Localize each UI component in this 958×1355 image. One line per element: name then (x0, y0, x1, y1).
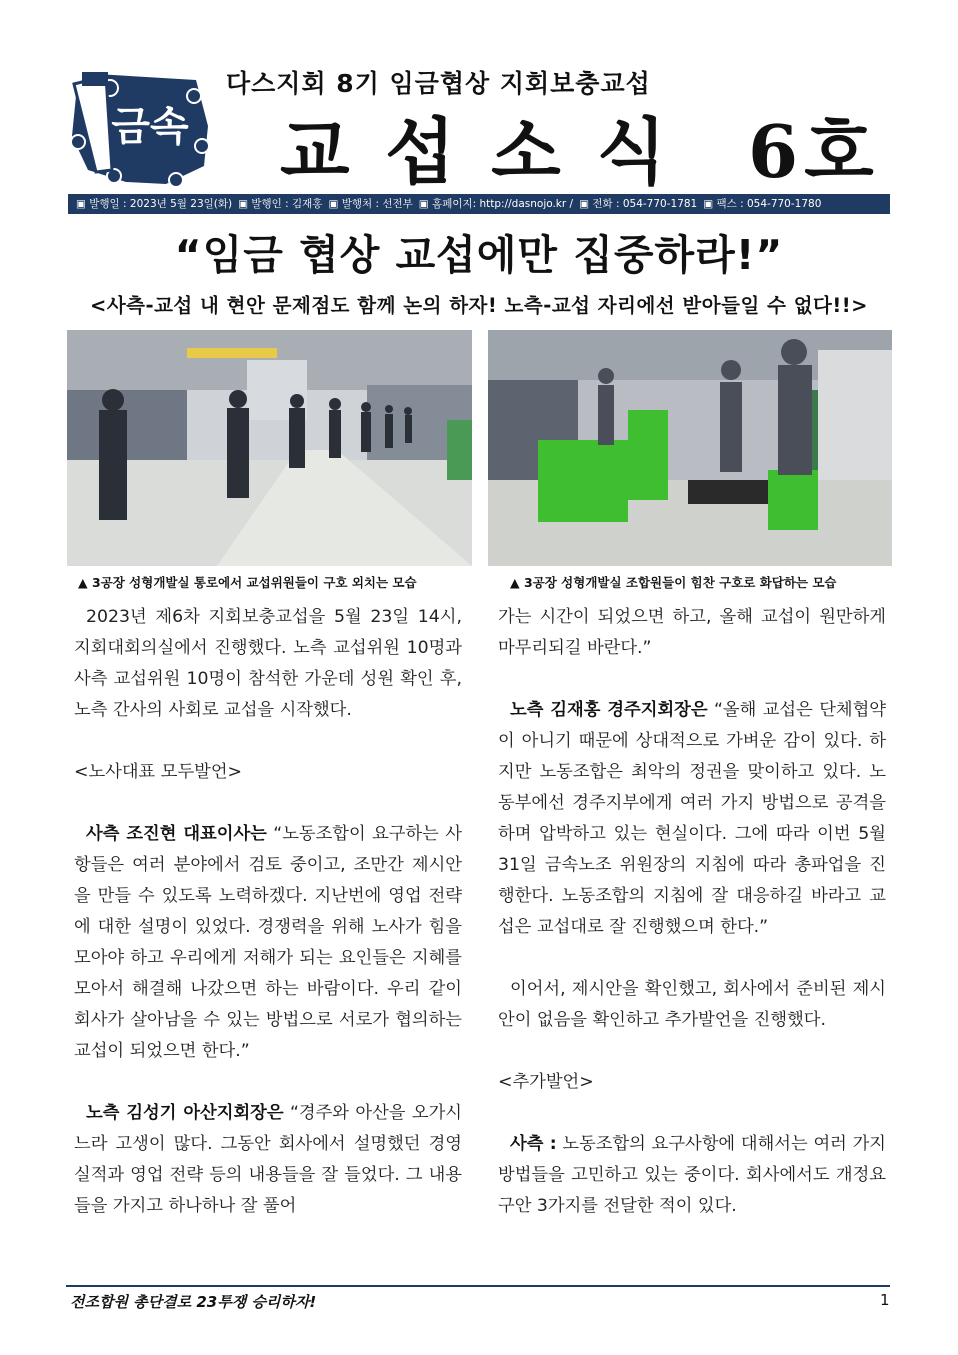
paragraph-continued: 가는 시간이 되었으면 하고, 올해 교섭이 원만하게 마무리되길 바란다.” (498, 607, 886, 658)
photo-caption-left: ▲ 3공장 성형개발실 통로에서 교섭위원들이 구호 외치는 모습 (78, 575, 417, 590)
newsletter-title: 교섭소식 (280, 109, 703, 194)
paragraph-intro: 2023년 제6차 지회보충교섭을 5월 23일 14시, 지회대회의실에서 진행했다. 노측 교섭위원 10명과 사측 교섭위원 10명이 참석한 가운데 성원 확인 후, 노측 간사의 사회로 교섭을 시작했다. (74, 607, 462, 720)
subheadline: <사측-교섭 내 현안 문제점도 함께 논의 하자! 노측-교섭 자리에선 받아들일 수 없다!!> (89, 294, 868, 317)
page-number: 1 (880, 1291, 890, 1309)
photo-caption-right: ▲ 3공장 성형개발실 조합원들이 힘찬 구호로 화답하는 모습 (510, 575, 837, 590)
paragraph-gyeongju-branch (498, 695, 886, 943)
publish-date: ▣ 발행일 : 2023년 5월 23일(화) (76, 198, 233, 210)
photo-factory-aisle (67, 330, 472, 566)
speaker-company: 사측 : (510, 1134, 557, 1154)
homepage[interactable]: ▣ 홈페이지: http://dasnojo.kr / (418, 198, 574, 210)
publishing-dept: ▣ 발행처 : 선전부 (328, 198, 413, 210)
quote-company-additional: 노동조합의 요구사항에 대해서는 여러 가지 방법들을 고민하고 있는 중이다. 회사에서도 개정요구안 3가지를 전달한 적이 있다. (498, 1134, 886, 1216)
phone: ▣ 전화 : 054-770-1781 (579, 198, 698, 210)
footer-divider (66, 1285, 890, 1287)
quote-gyeongju-branch: “올해 교섭은 단체협약이 아니기 때문에 상대적으로 가벼운 감이 있다. 하지만 노동조합은 최악의 정권을 맞이하고 있다. 노동부에선 경주지부에게 여러 가지 방법으로 공격을 하며 압박하고 있는 현실이다. 그에 따라 이번 5월 31일 금속노조 위원장의 지침에 따라 총파업을 진행한다. 노동조합의 지침에 잘 대응하길 바라고 교섭은 교섭대로 잘 진행했으며 한다.” (498, 700, 886, 937)
speaker-company-ceo: 사측 조진현 대표이사는 (86, 824, 267, 844)
section-heading-opening-remarks: <노사대표 모두발언> (74, 762, 243, 782)
issue-number: 6호 (748, 109, 880, 194)
quote-asan-branch: “경주와 아산을 오가시느라 고생이 많다. 그동안 회사에서 설명했던 경영실적과 영업 전략 등의 내용들을 잘 들었다. 그 내용들을 가지고 하나하나 잘 풀어 (74, 1103, 462, 1216)
fax: ▣ 팩스 : 054-770-1780 (703, 198, 822, 210)
section-heading-additional-remarks: <추가발언> (498, 1072, 594, 1092)
publisher: ▣ 발행인 : 김재홍 (238, 198, 323, 210)
article-column-left (74, 602, 462, 1222)
org-line: 다스지회 8기 임금협상 지회보충교섭 (226, 69, 651, 98)
quote-company-ceo: “노동조합이 요구하는 사항들은 여러 분야에서 검토 중이고, 조만간 제시안을 만들 수 있도록 노력하겠다. 지난번에 영업 전략에 대한 설명이 있었다. 경쟁력을 위해 노사가 힘을 모아야 하고 우리에게 저해가 되는 요인들은 지혜를 모아서 해결해 나갔으면 하는 바람이다. 우리 같이 회사가 살아남을 수 있는 방법으로 서로가 협의하는 교섭이 되었으면 한다.” (74, 824, 462, 1061)
union-logo (66, 66, 212, 190)
speaker-asan-branch: 노측 김성기 아산지회장은 (86, 1103, 284, 1123)
article-column-right (498, 602, 886, 1222)
publication-info-bar (68, 194, 890, 214)
paragraph-company-additional (498, 1129, 886, 1222)
paragraph-asan-branch (74, 1098, 462, 1222)
headline: “임금 협상 교섭에만 집중하라!” (174, 231, 784, 279)
speaker-gyeongju-branch: 노측 김재홍 경주지회장은 (510, 700, 708, 720)
svg-text:금속: 금속 (111, 104, 189, 150)
paragraph-company-ceo (74, 819, 462, 1067)
footer-slogan: 전조합원 총단결로 23투쟁 승리하자! (70, 1293, 317, 1311)
paragraph-proposal-check: 이어서, 제시안을 확인했고, 회사에서 준비된 제시안이 없음을 확인하고 추가발언을 진행했다. (498, 979, 886, 1030)
photo-molding-room (488, 330, 892, 566)
